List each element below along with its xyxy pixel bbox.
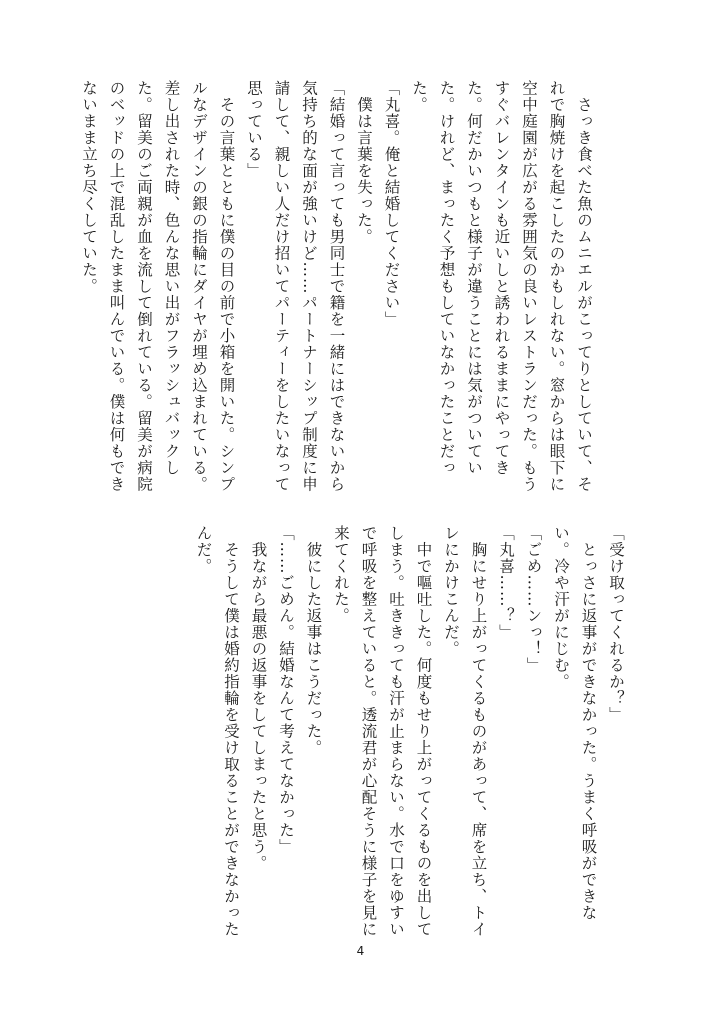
page-number: 4 bbox=[356, 944, 365, 958]
paragraph: 「受け取ってくれるか？」 bbox=[607, 525, 625, 723]
paragraph: 胸にせり上がってくるものがあって、席を立ち、トイレにかけこんだ。 bbox=[442, 525, 488, 938]
paragraph: 「……ごめん。結婚なんて考えてなかった」 bbox=[277, 525, 295, 855]
paragraph: 「結婚って言っても男同士で籍を一緒にはできないから気持ち的な面が強いけど……パートナーシップ制度に申請して、親しい人だけ招いてパーティーをしたいなって思っている」 bbox=[245, 80, 346, 493]
text-block-top bbox=[75, 80, 598, 500]
paragraph: 僕は言葉を失った。 bbox=[355, 80, 373, 245]
paragraph: 「ごめ……ンっ！」 bbox=[524, 525, 543, 674]
paragraph: さっき食べた魚のムニエルがこってりとしていて、それで胸焼けを起こしたのかもしれない。窓からは眼下に空中庭園が広がる雰囲気の良いレストランだった。もうすぐバレンタインも近いしと誘われるままにやってきた。何だかいつもと様子が違うことには気がついていた。けれど、まったく予想もしていなかったことだった。 bbox=[410, 80, 593, 493]
paragraph: とっさに返事ができなかった。うまく呼吸ができない。冷や汗がにじむ。 bbox=[552, 525, 598, 921]
paragraph: 我ながら最悪の返事をしてしまったと思う。 bbox=[249, 525, 268, 872]
text-block-bottom bbox=[189, 525, 629, 945]
paragraph: その言葉とともに僕の目の前で小箱を開いた。シンプルなデザインの銀の指輪にダイヤが埋め込まれている。差し出された時、色んな思い出がフラッシュバックした。留美のご両親が血を流して倒れている。留美が病院のベッドの上で混乱したまま叫んでいる。僕は何もできないまま立ち尽くしていた。 bbox=[80, 80, 236, 493]
paragraph: 彼にした返事はこうだった。 bbox=[304, 525, 323, 756]
paragraph: 「丸喜……？」 bbox=[497, 525, 515, 641]
paragraph: 中で嘔吐した。何度もせり上がってくるものを出してしまう。吐ききっても汗が止まらない。水で口をゆすいで呼吸を整えていると。透流君が心配そうに様子を見に来てくれた。 bbox=[332, 525, 433, 938]
paragraph: 「丸喜。俺と結婚してください」 bbox=[382, 80, 401, 328]
paragraph: そうして僕は婚約指輪を受け取ることができなかったんだ。 bbox=[194, 525, 240, 938]
